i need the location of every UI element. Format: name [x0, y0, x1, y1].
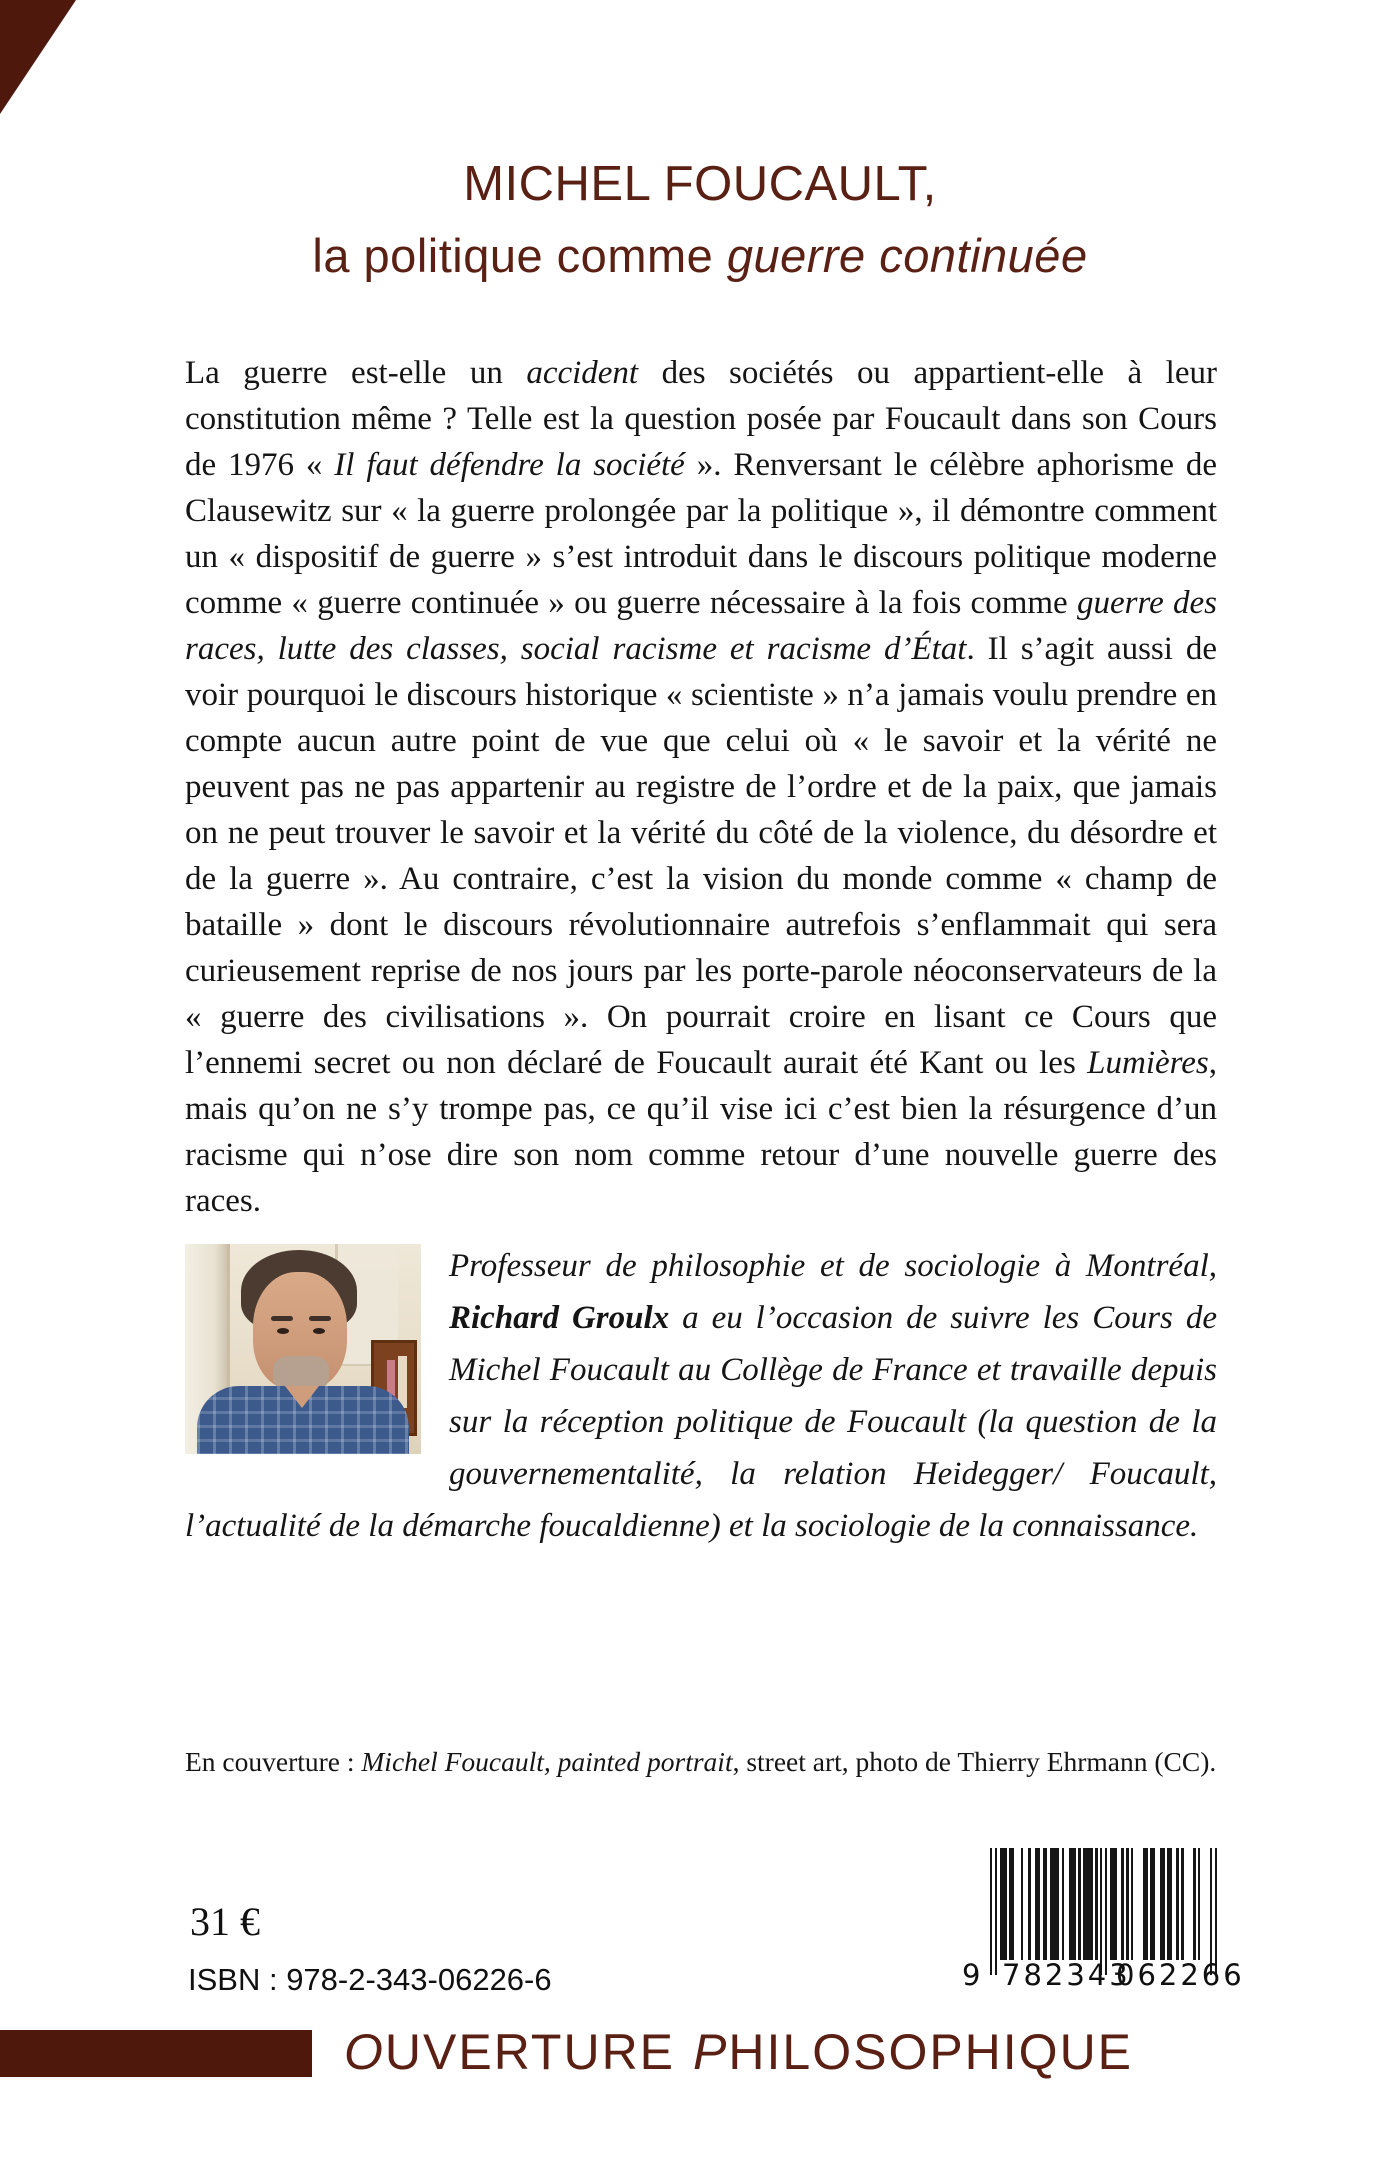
photo-eye	[277, 1328, 289, 1334]
text-segment: ». Renversant le célèbre aphorisme de Clausewitz sur « la guerre prolongée par la politique », il démontre comment un « dispositif de guerre » s’est introduit dans le discours politique moderne comme « guerre continuée » ou guerre nécessaire à la fois comme	[185, 447, 1218, 621]
text-segment: La guerre est-elle un	[185, 355, 527, 391]
text-segment: des sociétés ou appartient-elle à leur constitution même ? Telle est la question posée par Foucault dans son Cours de 1976 «	[185, 355, 1217, 483]
book-title-line-2-regular: la politique comme	[312, 229, 727, 282]
photo-eyebrow	[271, 1316, 293, 1321]
collection-word2-rest: HILOSOPHIQUE	[728, 2024, 1134, 2080]
collection-word1-rest: UVERTURE	[384, 2024, 676, 2080]
text-segment: accident	[526, 355, 639, 391]
text-segment: a eu l’occasion de suivre les Cours de Michel Foucault au Collège de France et travaille depuis sur la réception politique de Foucault (la question de la gouvernementalité, la relation Heidegger/ Foucault, l’actualité de la démarche foucaldienne) et la sociologie de la connaissance.	[185, 1300, 1217, 1544]
text-segment: En couverture :	[185, 1746, 362, 1777]
ean13-barcode	[946, 1848, 1245, 1993]
text-segment: guerre des races, lutte des classes, social racisme et racisme d’État	[185, 585, 1218, 667]
barcode-digits	[946, 1956, 1245, 1992]
book-title-line-2	[0, 228, 1400, 283]
barcode-digit-first: 9	[962, 1958, 981, 1992]
book-title-line-1: MICHEL FOUCAULT,	[463, 157, 937, 211]
text-segment: Professeur de philosophie et de sociologie à Montréal,	[449, 1248, 1217, 1284]
text-segment: Richard Groulx	[449, 1300, 670, 1336]
corner-triangle-mark	[0, 0, 76, 114]
collection-band-block	[0, 2030, 312, 2077]
book-title-line-2-italic: guerre continuée	[726, 229, 1088, 282]
isbn-label: ISBN : 978-2-343-06226-6	[188, 1962, 552, 1997]
collection-word2-initial: P	[693, 2024, 729, 2080]
text-segment: , street art, photo de Thierry Ehrmann (CC).	[732, 1746, 1217, 1777]
text-segment: , mais qu’on ne s’y trompe pas, ce qu’il vise ici c’est bien la résurgence d’un racisme qui n’ose dire son nom comme retour d’une nouvelle guerre des races.	[185, 1045, 1217, 1219]
price-label: 31 €	[190, 1899, 260, 1944]
cover-credit	[185, 1744, 1285, 1780]
barcode-digits-left: 782343	[1002, 1958, 1131, 1992]
collection-word1-initial: O	[344, 2024, 385, 2080]
photo-eyebrow	[309, 1316, 331, 1321]
author-photo	[185, 1244, 421, 1454]
text-segment: Il faut défendre la société	[334, 447, 685, 483]
collection-title	[344, 2023, 1133, 2081]
photo-eye	[313, 1328, 325, 1334]
author-bio-section	[185, 1240, 1217, 1552]
barcode-digits-right: 062266	[1116, 1958, 1245, 1992]
text-segment: Michel Foucault, painted portrait	[361, 1746, 733, 1777]
text-segment: Lumières	[1087, 1045, 1209, 1081]
text-segment: . Il s’agit aussi de voir pourquoi le discours historique « scientiste » n’a jamais voulu prendre en compte aucun autre point de vue que celui où « le savoir et la vérité ne peuvent pas ne pas appartenir au registre de l’ordre et de la paix, que jamais on ne peut trouver le savoir et la vérité du côté de la violence, du désordre et de la guerre ». Au contraire, c’est la vision du monde comme « champ de bataille » dont le discours révolutionnaire autrefois s’enflammait qui sera curieusement reprise de nos jours par les porte-parole néoconservateurs de la « guerre des civilisations ». On pourrait croire en lisant ce Cours que l’ennemi secret ou non déclaré de Foucault aurait été Kant ou les	[185, 631, 1217, 1081]
synopsis-paragraph	[185, 350, 1217, 1224]
photo-book	[398, 1356, 407, 1408]
